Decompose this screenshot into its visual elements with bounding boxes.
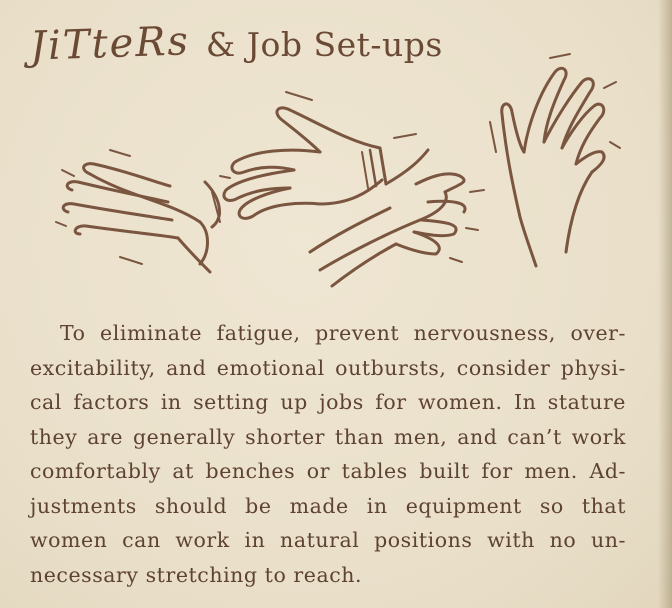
paragraph-line: cal factors in setting up jobs for women. In stature — [30, 390, 626, 414]
paragraph-line: excitability, and emotional outbursts, consider physi- — [30, 355, 626, 380]
paragraph-line: they are generally shorter than men, and can’t work — [30, 424, 626, 449]
hand-right-icon — [310, 174, 484, 286]
paragraph-line: justments should be made in equipment so that — [30, 493, 626, 518]
page-edge-shadow — [658, 0, 672, 608]
title-decorative-word: JiTteRs — [29, 18, 191, 70]
paragraph-line: comfortably at benches or tables built for men. Ad- — [30, 459, 626, 483]
title-text: & Job Set-ups — [205, 24, 443, 64]
paragraph-line: necessary stretching to reach. — [30, 562, 363, 587]
paragraph-line: women can work in natural positions with no un- — [30, 528, 626, 552]
hand-left-icon — [56, 150, 220, 272]
hands-illustration — [50, 52, 630, 302]
hand-raised-icon — [490, 54, 620, 266]
hand-center-icon — [220, 92, 428, 218]
body-paragraph — [30, 316, 626, 592]
paragraph-line: To eliminate fatigue, prevent nervousness, over- — [60, 321, 626, 345]
